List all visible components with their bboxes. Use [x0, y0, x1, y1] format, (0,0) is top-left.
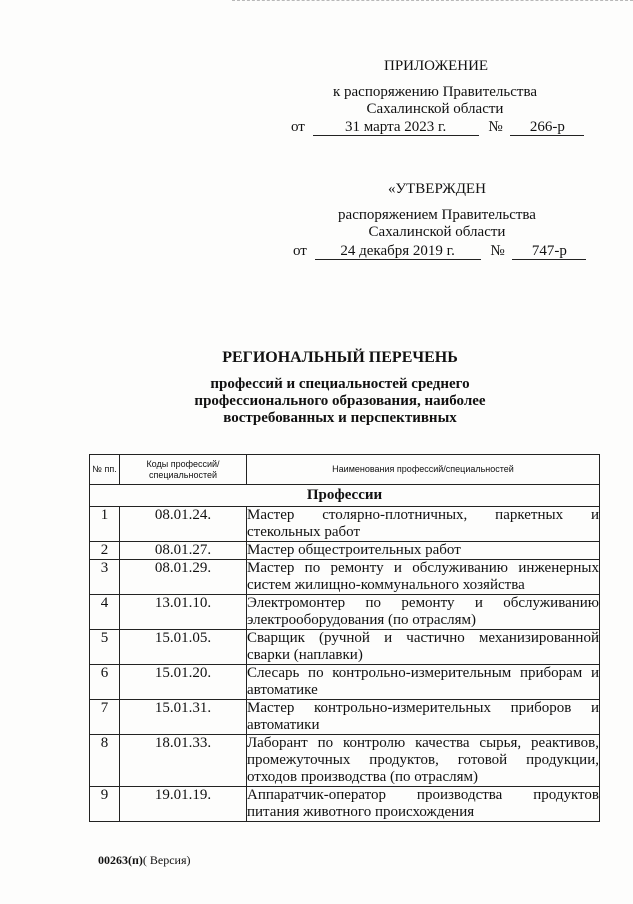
section-row — [90, 485, 600, 507]
row-number: 2 — [90, 542, 120, 560]
row-name: Мастер общестроительных работ — [247, 542, 600, 560]
row-number: 3 — [90, 560, 120, 595]
doc-title: РЕГИОНАЛЬНЫЙ ПЕРЕЧЕНЬ — [222, 349, 458, 366]
row-name: Сварщик (ручной и частично механизированной сварки (наплавки) — [247, 630, 599, 663]
table-header-row — [90, 455, 600, 485]
row-code: 15.01.31. — [120, 700, 247, 735]
header-name: Наименования профессий/специальностей — [247, 455, 600, 485]
from-label: от — [293, 243, 307, 259]
table-row — [90, 787, 600, 822]
row-code: 18.01.33. — [120, 735, 247, 787]
row-code: 08.01.29. — [120, 560, 247, 595]
appendix-number: 266-р — [510, 120, 584, 136]
doc-subtitle-line1: профессий и специальностей среднего — [210, 376, 470, 392]
table-row — [90, 735, 600, 787]
row-code: 13.01.10. — [120, 595, 247, 630]
row-name: Мастер контрольно-измерительных приборов и автоматики — [247, 700, 599, 733]
row-name: Слесарь по контрольно-измерительным приборам и автоматике — [247, 665, 599, 698]
row-number: 5 — [90, 630, 120, 665]
row-name: Электромонтер по ремонту и обслуживанию электрооборудования (по отраслям) — [247, 595, 599, 628]
professions-table — [89, 454, 600, 822]
appendix-line1: к распоряжению Правительства — [332, 84, 537, 100]
header-code: Коды профессий/ специальностей — [120, 455, 247, 485]
table-row — [90, 595, 600, 630]
row-code: 08.01.24. — [120, 507, 247, 542]
appendix-date: 31 марта 2023 г. — [313, 120, 479, 136]
row-name: Аппаратчик-оператор производства продуктов питания животного происхождения — [247, 787, 599, 820]
table-row — [90, 700, 600, 735]
approved-date: 24 декабря 2019 г. — [315, 244, 481, 260]
table-row — [90, 665, 600, 700]
row-number: 8 — [90, 735, 120, 787]
row-number: 7 — [90, 700, 120, 735]
table-row — [90, 630, 600, 665]
appendix-date-line — [291, 119, 591, 136]
doc-subtitle-line3: востребованных и перспективных — [223, 410, 457, 426]
from-label: от — [291, 119, 305, 135]
approved-title: «УТВЕРЖДЕН — [388, 181, 486, 197]
section-title: Профессии — [90, 485, 600, 507]
number-label: № — [488, 119, 503, 135]
row-number: 6 — [90, 665, 120, 700]
table-row — [90, 507, 600, 542]
row-name: Мастер по ремонту и обслуживанию инженерных систем жилищно-коммунального хозяйства — [247, 560, 599, 593]
footer-version: ( Версия) — [142, 853, 191, 867]
row-code: 08.01.27. — [120, 542, 247, 560]
footer-code — [98, 853, 191, 868]
row-number: 9 — [90, 787, 120, 822]
row-name: Мастер столярно-плотничных, паркетных и стекольных работ — [247, 507, 599, 540]
approved-line1: распоряжением Правительства — [338, 207, 536, 223]
approved-number: 747-р — [512, 244, 586, 260]
approved-line2: Сахалинской области — [368, 224, 506, 240]
row-code: 19.01.19. — [120, 787, 247, 822]
footer-doc-code: 00263(п) — [98, 853, 143, 867]
appendix-title: ПРИЛОЖЕНИЕ — [384, 58, 489, 74]
row-code: 15.01.05. — [120, 630, 247, 665]
approved-date-line — [293, 243, 593, 260]
row-number: 1 — [90, 507, 120, 542]
number-label: № — [490, 243, 505, 259]
row-number: 4 — [90, 595, 120, 630]
row-code: 15.01.20. — [120, 665, 247, 700]
scan-edge-line — [232, 0, 633, 2]
table-row — [90, 560, 600, 595]
appendix-line2: Сахалинской области — [366, 101, 504, 117]
table-row — [90, 542, 600, 560]
row-name: Лаборант по контролю качества сырья, реактивов, промежуточных продуктов, готовой продукции, отходов производства (по отраслям) — [247, 735, 599, 785]
doc-subtitle-line2: профессионального образования, наиболее — [194, 393, 486, 409]
header-num: № пп. — [90, 455, 120, 485]
